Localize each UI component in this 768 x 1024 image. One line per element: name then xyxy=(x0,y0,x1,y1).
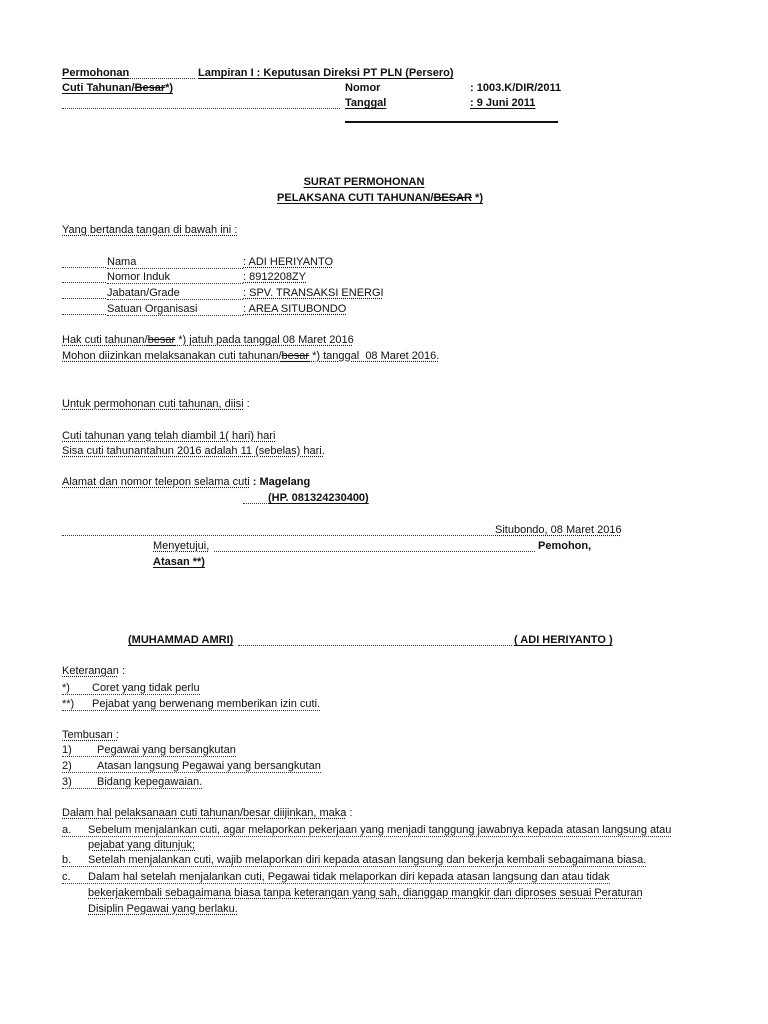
field-value-satuan-organisasi: : AREA SITUBONDO xyxy=(243,303,347,315)
list-item xyxy=(62,682,200,695)
list-item-mark: b. xyxy=(62,854,72,866)
list-item-text: Dalam hal setelah menjalankan cuti, Pegawai tidak melaporkan diri kepada atasan langsung dan atau tidak xyxy=(88,871,610,883)
field-value-jabatan: : SPV. TRANSAKSI ENERGI xyxy=(243,287,384,299)
dotted-leader xyxy=(62,270,106,283)
mohon-suffix: *) tanggal 08 Maret 2016. xyxy=(309,350,440,362)
subtitle-suffix: *) xyxy=(471,192,483,204)
field-label-jabatan: Jabatan/Grade xyxy=(107,287,243,300)
subtitle-struck: BESAR xyxy=(433,192,472,204)
subtitle-prefix: PELAKSANA CUTI TAHUNAN/ xyxy=(277,192,434,204)
dotted-leader xyxy=(62,286,106,299)
approver-role: Atasan **) xyxy=(153,556,205,568)
list-item-continuation: Disiplin Pegawai yang berlaku. xyxy=(88,903,238,915)
applicant-label: Pemohon, xyxy=(538,540,592,552)
approver-name: (MUHAMMAD AMRI) xyxy=(128,634,234,646)
leave-entitlement-line xyxy=(62,333,354,347)
field-label-nama: Nama xyxy=(107,256,243,269)
list-item xyxy=(62,776,202,789)
address-line xyxy=(62,475,310,489)
dotted-leader xyxy=(214,539,535,552)
applicant-name: ( ADI HERIYANTO ) xyxy=(514,634,613,646)
header-tanggal-value: : 9 Juni 2011 xyxy=(470,97,536,109)
list-item-text: Coret yang tidak perlu xyxy=(92,682,200,694)
applicant-intro: Yang bertanda tangan di bawah ini : xyxy=(62,224,238,236)
address-value: : Magelang xyxy=(249,476,311,488)
list-item xyxy=(62,824,671,837)
list-item-text: Pejabat yang berwenang memberikan izin cuti. xyxy=(92,698,321,710)
title-line-1: SURAT PERMOHONAN xyxy=(303,176,425,188)
leave-remaining-line: Sisa cuti tahunantahun 2016 adalah 11 (sebelas) hari. xyxy=(62,445,325,457)
address-label: Alamat dan nomor telepon selama cuti xyxy=(62,476,250,488)
leave-type-prefix: Cuti Tahunan/ xyxy=(62,82,135,94)
header-tanggal-label: Tanggal xyxy=(345,97,387,109)
header-rule xyxy=(345,121,558,123)
field-value-nama: : ADI HERIYANTO xyxy=(243,256,334,268)
place-date: Situbondo, 08 Maret 2016 xyxy=(495,524,622,536)
terms-heading xyxy=(62,806,352,820)
dotted-leader xyxy=(62,523,494,536)
leave-type-suffix: *) xyxy=(165,82,174,94)
list-item-mark: c. xyxy=(62,871,71,883)
terms-colon: : xyxy=(346,807,353,819)
list-item-text: Setelah menjalankan cuti, wajib melaporkan diri kepada atasan langsung dan bekerja kembali sebagaimana biasa. xyxy=(88,854,647,866)
notes-colon: : xyxy=(118,665,126,677)
list-item-mark: *) xyxy=(62,682,70,694)
approve-label: Menyetujui, xyxy=(153,540,210,552)
document-title xyxy=(214,175,514,189)
field-label-satuan-organisasi: Satuan Organisasi xyxy=(107,303,243,316)
list-item-text: Bidang kepegawaian. xyxy=(97,776,203,788)
field-value-nomor-induk: : 8912208ZY xyxy=(243,271,306,283)
list-item xyxy=(62,871,610,884)
field-label-nomor-induk: Nomor Induk xyxy=(107,271,243,284)
annual-leave-heading-colon: : xyxy=(243,398,250,410)
list-item xyxy=(62,854,646,867)
mohon-struck: besar xyxy=(281,350,310,362)
leave-type-struck: Besar xyxy=(134,82,166,94)
list-item-mark: **) xyxy=(62,698,75,710)
list-item-mark: 1) xyxy=(62,744,72,756)
leave-request-line xyxy=(62,349,439,363)
annual-leave-section-heading xyxy=(62,397,250,411)
annual-leave-heading-label: Untuk permohonan cuti tahunan, diisi xyxy=(62,398,244,410)
list-item-text: Pegawai yang bersangkutan xyxy=(97,744,236,756)
list-item-continuation: bekerjakembali sebagaimana biasa tanpa keterangan yang sah, dianggap mangkir dan diproses sesuai Peraturan xyxy=(88,887,643,899)
list-item xyxy=(62,744,236,757)
list-item xyxy=(62,760,321,773)
list-item-mark: 3) xyxy=(62,776,72,788)
notes-title: Keterangan xyxy=(62,665,119,677)
list-item-mark: 2) xyxy=(62,760,72,772)
copies-title: Tembusan : xyxy=(62,729,119,741)
dotted-leader xyxy=(62,302,106,315)
dotted-leader xyxy=(243,491,267,504)
dotted-leader xyxy=(62,255,106,268)
list-item-text: Atasan langsung Pegawai yang bersangkutan xyxy=(97,760,321,772)
address-phone: (HP. 081324230400) xyxy=(268,492,369,504)
header-nomor-label: Nomor xyxy=(345,82,381,94)
hak-prefix: Hak cuti tahunan/ xyxy=(62,334,148,346)
list-item-text: Sebelum menjalankan cuti, agar melaporkan pekerjaan yang menjadi tanggung jawabnya kepada atasan langsung atau xyxy=(88,824,672,836)
header-nomor-value: : 1003.K/DIR/2011 xyxy=(470,82,562,94)
mohon-prefix: Mohon diizinkan melaksanakan cuti tahunan/ xyxy=(62,350,282,362)
dotted-leader xyxy=(238,633,512,646)
leave-taken-line: Cuti tahunan yang telah diambil 1( hari) hari xyxy=(62,430,276,442)
header-lampiran: Lampiran I : Keputusan Direksi PT PLN (Persero) xyxy=(198,67,454,79)
terms-intro: Dalam hal pelaksanaan cuti tahunan/besar diijinkan, maka xyxy=(62,807,347,819)
document-subtitle xyxy=(230,191,530,205)
list-item-continuation: pejabat yang ditunjuk; xyxy=(88,839,196,851)
list-item-mark: a. xyxy=(62,824,72,836)
list-item xyxy=(62,698,320,711)
header-leave-type xyxy=(62,81,173,95)
hak-struck: besar xyxy=(147,334,176,346)
header-permohonan: Permohonan xyxy=(62,67,130,79)
hak-suffix: *) jatuh pada tanggal 08 Maret 2016 xyxy=(175,334,354,346)
dotted-leader xyxy=(62,96,340,109)
notes-heading xyxy=(62,664,125,678)
